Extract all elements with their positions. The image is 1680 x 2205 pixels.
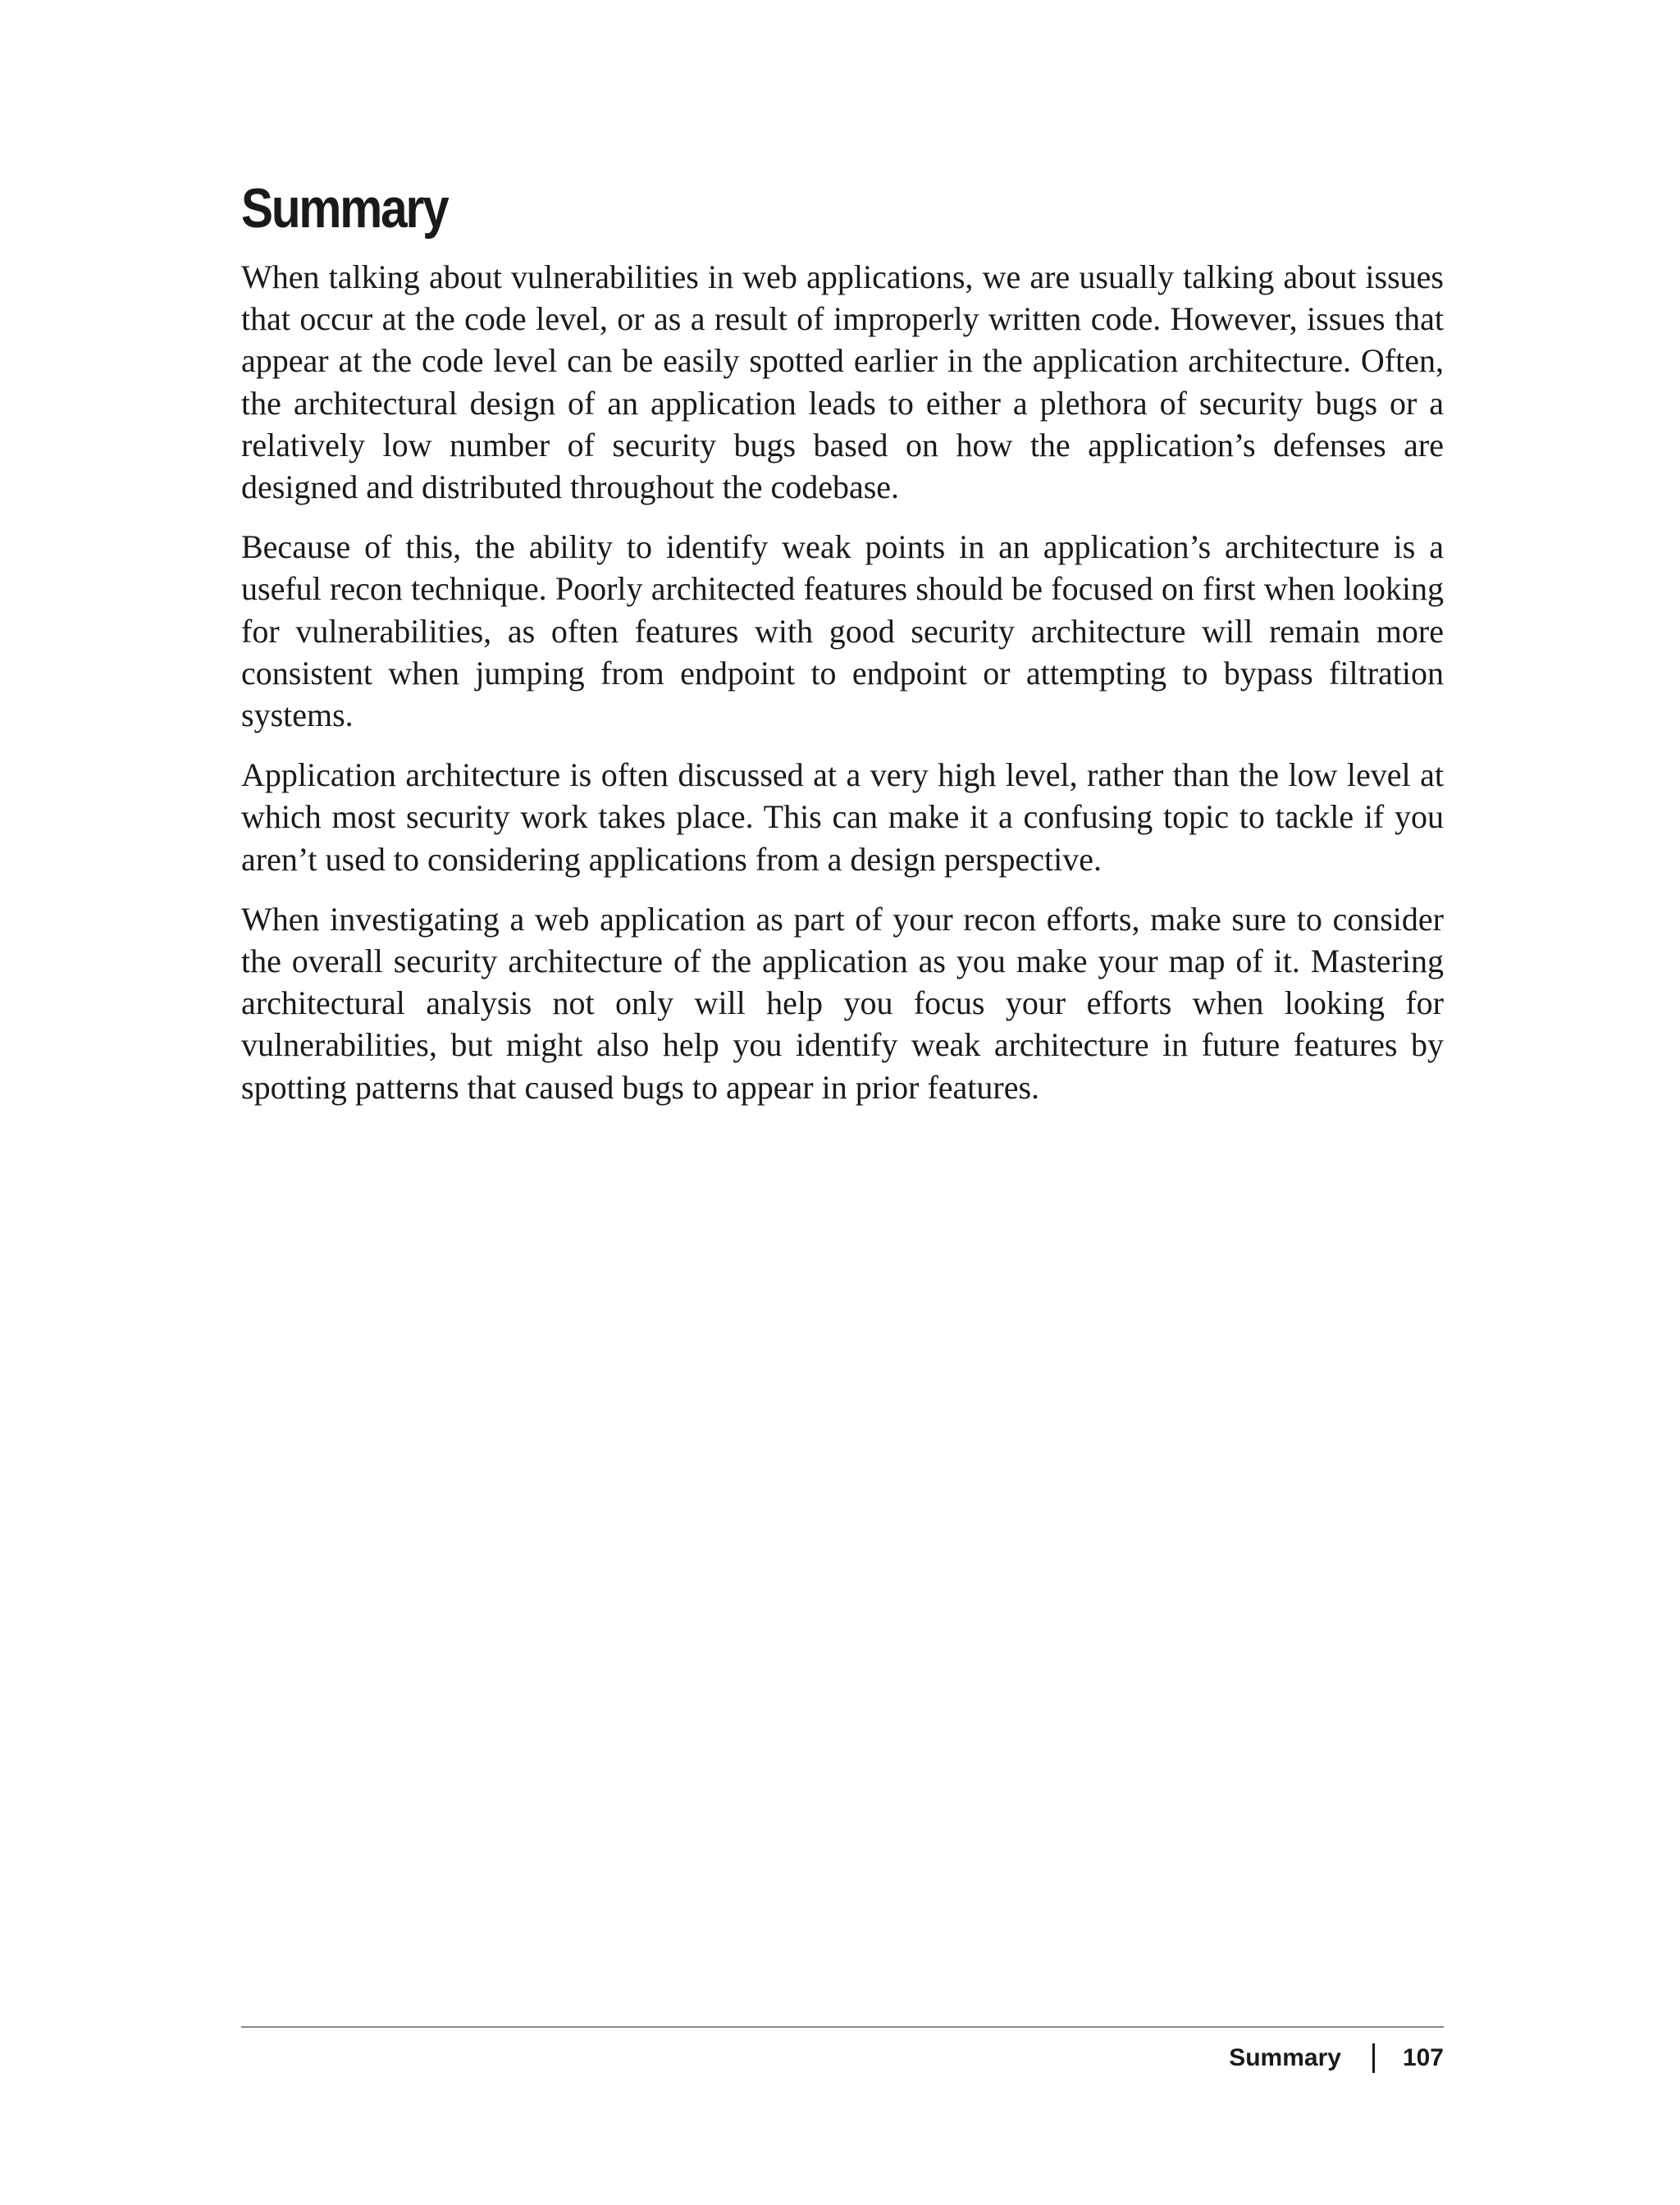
section-heading: Summary — [241, 177, 448, 240]
running-title: Summary — [1229, 2044, 1341, 2071]
page-content — [241, 172, 1444, 1126]
footer-separator — [1372, 2043, 1375, 2073]
page-footer — [1229, 2038, 1444, 2079]
body-paragraph-2: Because of this, the ability to identify weak points in an application’s architecture is a useful recon technique. Poorly architected features should be focused on first when looking for vulnerabilities, as often features with good security architecture will remain more consistent when jumping from endpoint to endpoint or attempting to bypass filtration systems. — [241, 528, 1444, 734]
body-paragraph-4: When investigating a web application as part of your recon efforts, make sure to consider the overall security architecture of the application as you make your map of it. Mastering architectural analysis not only will help you focus your efforts when looking for vulnerabilities, but might also help you identify weak architecture in future features by spotting patterns that caused bugs to appear in prior features. — [241, 900, 1444, 1106]
footer-divider — [241, 2026, 1444, 2028]
body-paragraph-1: When talking about vulnerabilities in web applications, we are usually talking about issues that occur at the code level, or as a result of improperly written code. However, issues that appear at the code level can be easily spotted earlier in the application architecture. Often, the architectural design of an application leads to either a plethora of security bugs or a relatively low number of security bugs based on how the application’s defenses are designed and distributed throughout the codebase. — [241, 258, 1444, 506]
body-paragraph-3: Application architecture is often discussed at a very high level, rather than the low level at which most security work takes place. This can make it a confusing topic to tackle if you aren’t used to considering applications from a design perspective. — [241, 756, 1444, 878]
page-number: 107 — [1402, 2044, 1444, 2071]
